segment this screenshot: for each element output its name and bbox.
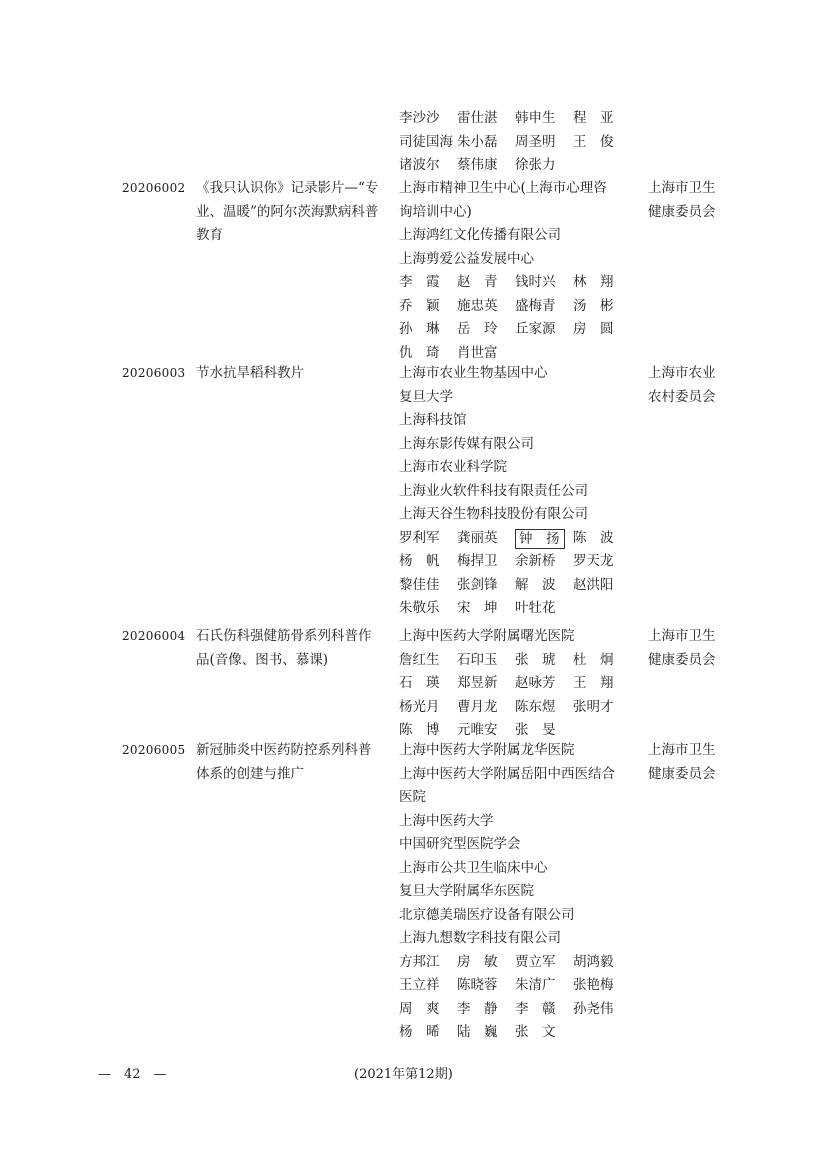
person-name: 周 爽: [399, 1000, 440, 1017]
department-line: 健康委员会: [648, 651, 716, 668]
unit-name: 上海市农业科学院: [399, 459, 507, 475]
unit-name: 上海鸿红文化传播有限公司: [399, 227, 561, 243]
entry-title-line: 业、温暖”的阿尔茨海默病科普: [196, 203, 379, 220]
person-name: 钟 扬: [515, 529, 565, 549]
unit-name: 上海剪爱公益发展中心: [399, 250, 534, 267]
person-name: 赵 青: [457, 274, 498, 290]
entry-units: [399, 177, 644, 365]
entry-title: [196, 362, 392, 386]
person-name: 李 静: [457, 1000, 498, 1017]
person-name: 石 瑛: [399, 675, 440, 691]
person-name: 汤 彬: [573, 297, 614, 314]
person-name: 朱小磊: [457, 133, 498, 150]
person-name: 李 霞: [399, 274, 440, 290]
person-name: 肖世富: [457, 344, 498, 361]
person-name: 钱时兴: [515, 274, 556, 290]
unit-name: 上海中医药大学附属曙光医院: [399, 628, 575, 644]
person-name: 郑昱新: [457, 675, 498, 691]
department-line: 上海市卫生: [648, 628, 716, 644]
person-name: 张 旻: [515, 722, 556, 738]
unit-name: 上海中医药大学附属岳阳中西医结合: [399, 765, 615, 782]
person-name: 李沙沙: [399, 110, 440, 126]
entry-title: [196, 625, 392, 672]
person-names-line: [399, 696, 644, 720]
entry-department: [648, 625, 748, 672]
department-line: 上海市卫生: [648, 742, 716, 758]
unit-name: 上海市精神卫生中心(上海市心理咨: [399, 180, 607, 196]
person-name: 赵洪阳: [573, 576, 614, 593]
person-name: 余新桥: [515, 553, 556, 569]
entry-title-line: 品(音像、图书、慕课): [196, 651, 329, 668]
person-name: 陈 博: [399, 722, 440, 738]
person-name: 乔 颖: [399, 297, 440, 314]
person-name: 杨 帆: [399, 553, 440, 569]
person-name: 李 赣: [515, 1000, 556, 1017]
person-name: 丘家源: [515, 321, 556, 337]
person-names-line: [399, 974, 644, 998]
person-name: 石印玉: [457, 651, 498, 668]
unit-name: 上海中医药大学附属龙华医院: [399, 742, 575, 758]
person-name: 陈晓蓉: [457, 977, 498, 993]
person-name: 赵咏芳: [515, 675, 556, 691]
person-name: 王 俊: [573, 133, 614, 150]
person-name: 房 圆: [573, 321, 614, 337]
entry-units: [399, 739, 644, 1045]
unit-name: 中国研究型医院学会: [399, 836, 521, 852]
entry-units: [399, 625, 644, 743]
person-name: 贾立军: [515, 953, 556, 970]
department-line: 健康委员会: [648, 203, 716, 220]
person-name: 房 敏: [457, 953, 498, 970]
person-name: 程 亚: [573, 110, 614, 126]
person-names-line: [399, 951, 644, 975]
entry-title-line: 《我只认识你》记录影片—“专: [196, 180, 379, 196]
person-name: 司徒国海: [399, 133, 453, 150]
entry-code: 20206004: [122, 629, 186, 643]
person-name: 施忠英: [457, 297, 498, 314]
unit-name: 复旦大学: [399, 388, 453, 405]
unit-name: 上海业火软件科技有限责任公司: [399, 482, 588, 499]
person-name: 龚丽英: [457, 529, 498, 546]
person-name: 张明才: [573, 698, 614, 715]
person-name: 周圣明: [515, 133, 556, 150]
person-names-line: [399, 271, 644, 295]
unit-name: 医院: [399, 789, 426, 805]
person-name: 林 翔: [573, 274, 614, 290]
person-name: 仇 琦: [399, 344, 440, 361]
person-name: 杜 炯: [573, 651, 614, 668]
person-names-line: [399, 131, 644, 155]
person-name: 徐张力: [515, 157, 556, 173]
person-name: 雷仕湛: [457, 110, 498, 126]
person-names-line: [399, 107, 644, 131]
entry-title-line: 节水抗旱稻科教片: [196, 365, 304, 381]
unit-name: 上海东影传媒有限公司: [399, 435, 534, 452]
page-number: — 42 —: [98, 1067, 167, 1082]
person-name: 梅捍卫: [457, 553, 498, 569]
unit-name: 上海科技馆: [399, 412, 467, 428]
person-name: 叶牡花: [515, 600, 556, 616]
person-name: 张 琥: [515, 651, 556, 668]
person-names-line: [399, 649, 644, 673]
person-names-line: [399, 318, 644, 342]
person-name: 朱清广: [515, 977, 556, 993]
person-name: 朱敬乐: [399, 600, 440, 616]
unit-name: 上海九想数字科技有限公司: [399, 930, 561, 946]
unit-name: 上海市农业生物基因中心: [399, 365, 548, 381]
person-name: 王 翔: [573, 675, 614, 691]
person-name: 宋 坤: [457, 600, 498, 616]
unit-name: 上海市公共卫生临床中心: [399, 859, 548, 876]
entry-title: [196, 739, 392, 786]
entry-title-line: 体系的创建与推广: [196, 765, 304, 782]
issue-label: (2021年第12期): [354, 1067, 453, 1082]
entry-code: 20206005: [122, 743, 186, 757]
person-name: 蔡伟康: [457, 157, 498, 173]
person-name: 张 文: [515, 1024, 556, 1040]
person-name: 詹红生: [399, 651, 440, 668]
person-names-line: [399, 550, 644, 574]
entry-title-line: 石氏伤科强健筋骨系列科普作: [196, 628, 372, 644]
person-name: 盛梅青: [515, 297, 556, 314]
person-name: 诸波尔: [399, 157, 440, 173]
person-name: 岳 玲: [457, 321, 498, 337]
unit-name: 上海天谷生物科技股份有限公司: [399, 506, 588, 522]
department-line: 农村委员会: [648, 388, 716, 405]
person-name: 罗天龙: [573, 553, 614, 569]
person-names-line: [399, 527, 644, 551]
department-line: 健康委员会: [648, 765, 716, 782]
entry-title-line: 新冠肺炎中医药防控系列科普: [196, 742, 372, 758]
department-line: 上海市农业: [648, 365, 716, 381]
person-name: 张艳梅: [573, 977, 614, 993]
person-name: 曹月龙: [457, 698, 498, 715]
person-name: 王立祥: [399, 977, 440, 993]
person-name: 黎佳佳: [399, 576, 440, 593]
person-name: 张剑锋: [457, 576, 498, 593]
person-names-line: [399, 1021, 644, 1045]
entry-department: [648, 739, 748, 786]
person-name: 陈 波: [573, 529, 614, 546]
entry-title-line: 教育: [196, 227, 223, 243]
unit-name: 上海中医药大学: [399, 812, 494, 829]
entry-units: [399, 362, 644, 621]
unit-name: 复旦大学附属华东医院: [399, 883, 534, 899]
entry-code: 20206002: [122, 181, 186, 195]
person-name: 元唯安: [457, 722, 498, 738]
person-name: 罗利军: [399, 529, 440, 546]
person-name: 陆 巍: [457, 1024, 498, 1040]
person-names-line: [399, 672, 644, 696]
person-name: 方邦江: [399, 953, 440, 970]
entry-department: [648, 177, 748, 224]
unit-name: 北京德美瑞医疗设备有限公司: [399, 906, 575, 923]
entry-code: 20206003: [122, 366, 186, 380]
person-name: 孙 琳: [399, 321, 440, 337]
person-name: 陈东煜: [515, 698, 556, 715]
entry-department: [648, 362, 748, 409]
person-name: 胡鸿毅: [573, 953, 614, 970]
person-names-line: [399, 154, 644, 178]
person-name: 杨 晞: [399, 1024, 440, 1040]
person-names-line: [399, 998, 644, 1022]
entry-units: [399, 107, 644, 178]
department-line: 上海市卫生: [648, 180, 716, 196]
person-names-line: [399, 295, 644, 319]
person-names-line: [399, 597, 644, 621]
person-name: 杨光月: [399, 698, 440, 715]
unit-name: 询培训中心): [399, 203, 472, 220]
entry-title: [196, 177, 392, 248]
person-name: 韩申生: [515, 110, 556, 126]
person-name: 解 波: [515, 576, 556, 593]
person-names-line: [399, 574, 644, 598]
person-name: 孙尧伟: [573, 1000, 614, 1017]
